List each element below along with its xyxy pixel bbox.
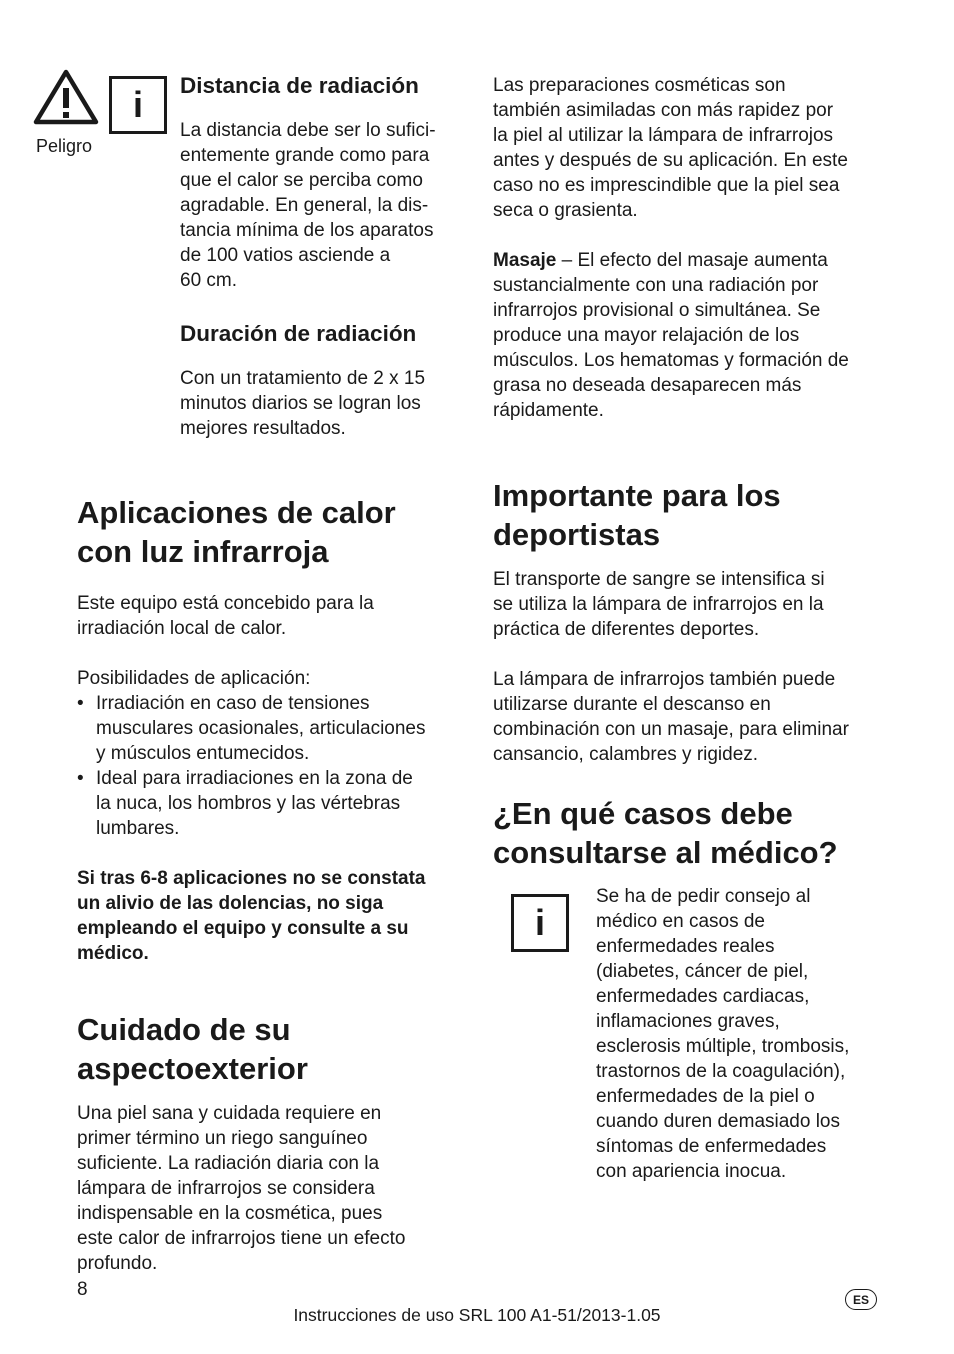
applications-intro: irradiación local de calor.: [77, 618, 287, 639]
doctor-line: enfermedades cardiacas,: [596, 986, 810, 1007]
massage-line: grasa no deseada desaparecen más: [493, 375, 802, 396]
applications-warning: Si tras 6-8 aplicaciones no se constata: [77, 868, 426, 889]
distance-heading: Distancia de radiación: [180, 73, 419, 98]
care-line: suficiente. La radiación diaria con la: [77, 1153, 380, 1174]
applications-heading: con luz infrarroja: [77, 533, 329, 569]
distance-line: tancia mínima de los aparatos: [180, 220, 434, 241]
warning-triangle-icon: [32, 68, 100, 126]
page-number: 8: [77, 1279, 88, 1300]
info-icon: i: [511, 894, 569, 952]
doctor-line: inflamaciones graves,: [596, 1011, 780, 1032]
applications-warning: médico.: [77, 943, 149, 964]
cosmetics-line: la piel al utilizar la lámpara de infrarrojos: [493, 125, 834, 146]
doctor-heading: ¿En qué casos debe: [493, 796, 793, 831]
sports-line: utilizarse durante el descanso en: [493, 694, 771, 715]
doctor-line: enfermedades de la piel o: [596, 1086, 815, 1107]
cosmetics-line: caso no es imprescindible que la piel sea: [493, 175, 840, 196]
doctor-line: síntomas de enfermedades: [596, 1136, 827, 1157]
cosmetics-line: antes y después de su aplicación. En este: [493, 150, 848, 171]
massage-line: infrarrojos provisional o simultánea. Se: [493, 300, 821, 321]
massage-line: músculos. Los hematomas y formación de: [493, 350, 849, 371]
care-line: Una piel sana y cuidada requiere en: [77, 1103, 382, 1124]
care-heading: Cuidado de su: [77, 1012, 291, 1047]
doctor-text: [596, 884, 896, 1184]
applications-heading: Aplicaciones de calor: [77, 495, 396, 530]
sports-line: práctica de diferentes deportes.: [493, 619, 760, 640]
care-line: primer término un riego sanguíneo: [77, 1128, 368, 1149]
duration-line: mejores resultados.: [180, 418, 346, 439]
list-item: • Ideal para irradiaciones en la zona de la nuca, los hombros y las vértebras lumbares.: [77, 768, 413, 839]
massage-line: sustancialmente con una radiación por: [493, 275, 819, 296]
sports-line: El transporte de sangre se intensifica si: [493, 569, 825, 590]
list-item: • Irradiación en caso de tensiones musculares ocasionales, articulaciones y músculos entumecidos.: [77, 693, 426, 764]
doctor-line: cuando duren demasiado los: [596, 1111, 841, 1132]
cosmetics-line: Las preparaciones cosméticas son: [493, 75, 786, 96]
distance-line: 60 cm.: [180, 270, 238, 291]
distance-line: que el calor se perciba como: [180, 170, 423, 191]
care-line: este calor de infrarrojos tiene un efecto: [77, 1228, 406, 1249]
sports-line: combinación con un masaje, para eliminar: [493, 719, 849, 740]
sports-line: cansancio, calambres y rigidez.: [493, 744, 759, 765]
doctor-line: trastornos de la coagulación),: [596, 1061, 846, 1082]
warning-label: Peligro: [35, 136, 93, 156]
duration-line: Con un tratamiento de 2 x 15: [180, 368, 426, 389]
distance-section: [180, 72, 470, 293]
doctor-line: con apariencia inocua.: [596, 1161, 787, 1182]
massage-first-line: Masaje – El efecto del masaje aumenta: [493, 250, 828, 271]
applications-list: [77, 691, 467, 841]
massage-line: produce una mayor relajación de los: [493, 325, 800, 346]
cosmetics-line: seca o grasienta.: [493, 200, 638, 221]
distance-line: La distancia debe ser lo sufici-: [180, 120, 436, 141]
care-heading: aspectoexterior: [77, 1050, 308, 1086]
doctor-line: (diabetes, cáncer de piel,: [596, 961, 809, 982]
possibilities-label: Posibilidades de aplicación:: [77, 668, 311, 689]
language-badge: ES: [845, 1289, 877, 1310]
care-line: profundo.: [77, 1253, 158, 1274]
distance-line: entemente grande como para: [180, 145, 430, 166]
applications-section: [77, 494, 467, 966]
doctor-line: enfermedades reales: [596, 936, 775, 957]
doctor-line: Se ha de pedir consejo al: [596, 886, 811, 907]
doctor-heading: consultarse al médico?: [493, 834, 838, 870]
massage-label: Masaje: [493, 250, 557, 271]
duration-heading: Duración de radiación: [180, 321, 417, 346]
care-line: indispensable en la cosmética, pues: [77, 1203, 383, 1224]
applications-warning: un alivio de las dolencias, no siga: [77, 893, 384, 914]
sports-line: se utiliza la lámpara de infrarrojos en la: [493, 594, 824, 615]
applications-warning: empleando el equipo y consulte a su: [77, 918, 409, 939]
sports-heading: deportistas: [493, 516, 661, 552]
bullet-icon: •: [77, 693, 84, 714]
distance-line: agradable. En general, la dis-: [180, 195, 429, 216]
sports-line: La lámpara de infrarrojos también puede: [493, 669, 836, 690]
cosmetics-line: también asimiladas con más rapidez por: [493, 100, 834, 121]
distance-line: de 100 vatios asciende a: [180, 245, 391, 266]
care-line: lámpara de infrarrojos se considera: [77, 1178, 375, 1199]
info-icon: i: [109, 76, 167, 134]
applications-intro: Este equipo está concebido para la: [77, 593, 374, 614]
doctor-section: [493, 795, 893, 872]
sports-heading: Importante para los: [493, 478, 781, 513]
doctor-line: esclerosis múltiple, trombosis,: [596, 1036, 850, 1057]
massage-line: rápidamente.: [493, 400, 604, 421]
warning-block: [30, 68, 102, 159]
cosmetics-section: [493, 73, 893, 423]
duration-line: minutos diarios se logran los: [180, 393, 421, 414]
doctor-line: médico en casos de: [596, 911, 765, 932]
care-section: [77, 1011, 467, 1276]
doc-reference: Instrucciones de uso SRL 100 A1-51/2013-1.05: [293, 1305, 661, 1325]
sports-section: [493, 477, 893, 767]
duration-section: [180, 320, 470, 441]
bullet-icon: •: [77, 768, 84, 789]
